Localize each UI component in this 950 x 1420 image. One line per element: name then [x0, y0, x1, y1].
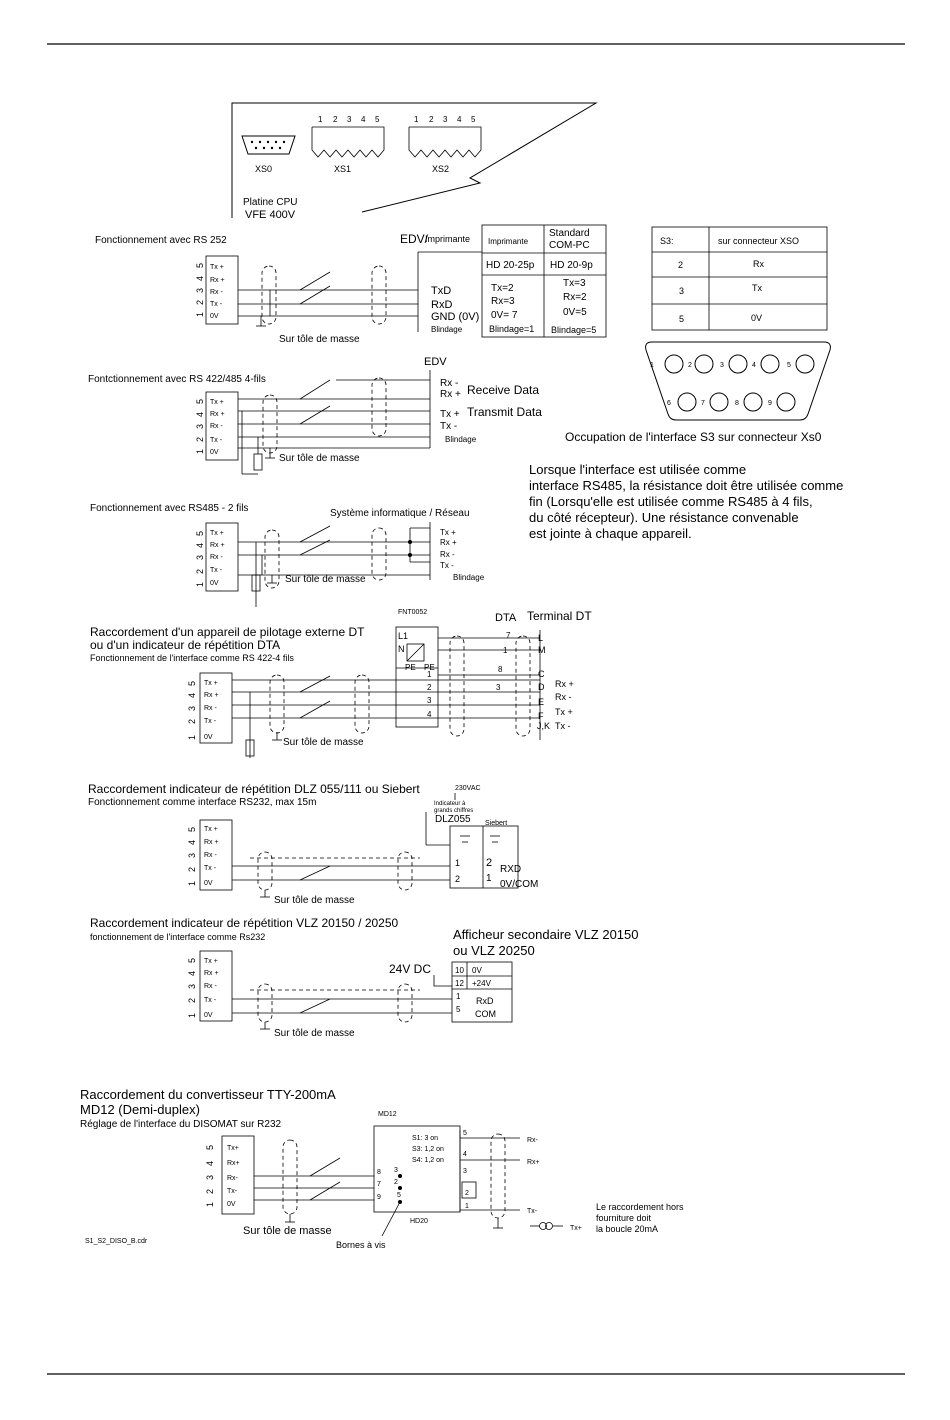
db9-pin: 7	[701, 400, 705, 407]
md12-subtitle: Réglage de l'interface du DISOMAT sur R232	[80, 1119, 282, 1130]
cpu-board	[232, 103, 596, 221]
dt-letter: C	[538, 669, 545, 679]
xs2-pin-2: 2	[429, 115, 434, 124]
rs422-title: Fontctionnement avec RS 422/485 4-fils	[88, 374, 266, 385]
w: Blindage	[445, 435, 477, 444]
term-txm: Tx -	[210, 437, 223, 444]
term: Rx -	[204, 983, 217, 990]
note-line: Lorsque l'interface est utilisée comme	[529, 462, 747, 477]
dt-letter: E	[538, 697, 545, 707]
term: Rx -	[204, 852, 217, 859]
term: Tx -	[204, 997, 217, 1004]
term: 0V	[210, 580, 219, 587]
md12-note: la boucle 20mA	[596, 1224, 659, 1234]
tnum: 5	[195, 530, 205, 536]
term: Tx -	[204, 718, 217, 725]
tnum: 2	[195, 299, 205, 305]
md12-switch: S1: 3 on	[412, 1135, 439, 1142]
vfe-label: VFE 400V	[245, 209, 296, 221]
rs252-title: Fonctionnement avec RS 252	[95, 235, 227, 246]
dt-rn: 3	[496, 683, 501, 692]
file-label: S1_S2_DISO_B.cdr	[85, 1238, 148, 1245]
xs1-pin-4: 4	[361, 115, 366, 124]
w: Rx +	[440, 538, 457, 547]
w: Blindage	[453, 573, 485, 582]
tbl-c2: 0V=5	[563, 307, 587, 318]
term: Rx +	[204, 970, 219, 977]
dt-letter: L	[538, 633, 544, 643]
term: Tx +	[204, 958, 218, 965]
term: Rx -	[210, 554, 223, 561]
edv-imprimante: Imprimante	[425, 234, 471, 244]
md12-pin: 8	[377, 1169, 381, 1176]
bornes-label: Bornes à vis	[336, 1240, 386, 1250]
term-rxp: Rx +	[210, 277, 225, 284]
tnum: 4	[195, 411, 205, 417]
xs2-label: XS2	[432, 164, 450, 174]
box-l1: L1	[398, 631, 409, 641]
term: Tx +	[204, 826, 218, 833]
xs0-label: XS0	[255, 164, 273, 174]
term-rxp: Rx +	[210, 411, 225, 418]
box-pe: PE	[424, 663, 435, 672]
tbl-c2: Tx=3	[563, 278, 586, 289]
s3-sig: Rx	[753, 259, 764, 269]
md12-pin: 7	[377, 1181, 381, 1188]
db9-pin: 4	[752, 362, 756, 369]
s3-sig: 0V	[751, 313, 763, 323]
tnum: 3	[195, 423, 205, 429]
tnum: 3	[195, 554, 205, 560]
ind-label: grands chiffres	[434, 808, 474, 814]
s3-section	[565, 227, 830, 444]
dt-letter: J,K	[537, 721, 551, 731]
s3-pin: 5	[679, 314, 685, 324]
tnum: 2	[187, 718, 197, 724]
md12-switch: S3: 1,2 on	[412, 1146, 444, 1153]
hd20-label: HD20	[410, 1218, 428, 1225]
md12-pin: 5	[397, 1192, 401, 1199]
term: Tx -	[204, 865, 217, 872]
s3-h1: S3:	[660, 236, 674, 246]
receive-label: Receive Data	[467, 383, 540, 397]
db9-pin: 2	[688, 362, 692, 369]
masse-label: Sur tôle de masse	[243, 1225, 332, 1237]
masse-label: Sur tôle de masse	[274, 1028, 355, 1039]
xs2-pin-1: 1	[414, 115, 419, 124]
vac-label: 230VAC	[455, 785, 481, 792]
masse-label: Sur tôle de masse	[279, 334, 360, 345]
md12-pin: 2	[394, 1179, 398, 1186]
dt-sig: Rx -	[555, 692, 572, 702]
md12-pin: 3	[394, 1167, 398, 1174]
wire-rxd: RxD	[431, 299, 453, 311]
xs2-pin-4: 4	[457, 115, 462, 124]
md12-title: Raccordement du convertisseur TTY-200mA	[80, 1087, 336, 1102]
dt-letter: M	[538, 645, 546, 655]
w: Rx -	[440, 378, 459, 389]
term: Tx +	[204, 680, 218, 687]
dlz-subtitle: Fonctionnement comme interface RS232, max 15m	[88, 797, 317, 808]
note-line: fin (Lorsqu'elle est utilisée comme RS485 à 4 fils,	[529, 494, 813, 509]
md12-rpin: 2	[465, 1190, 469, 1197]
tnum: 3	[187, 852, 197, 858]
md12-note: Le raccordement hors	[596, 1202, 684, 1212]
tbl-h2b: COM-PC	[549, 240, 590, 251]
wire-gnd: GND (0V)	[431, 311, 480, 323]
tbl-r1a: HD 20-25p	[486, 260, 535, 271]
term-txm: Tx -	[210, 301, 223, 308]
db9-pin: 8	[735, 400, 739, 407]
note-line: est jointe à chaque appareil.	[529, 526, 692, 541]
note-line: interface RS485, la résistance doit être utilisée comme	[529, 478, 844, 493]
tnum: 4	[187, 692, 197, 698]
dt-subtitle: Fonctionnement de l'interface comme RS 422-4 fils	[90, 653, 294, 663]
tnum: 1	[187, 880, 197, 886]
dlz-title: Raccordement indicateur de répétition DLZ 055/111 ou Siebert	[88, 782, 420, 796]
term: 0V	[204, 1012, 213, 1019]
dt-sig: Tx +	[555, 707, 573, 717]
tbl-c1: 0V= 7	[491, 310, 518, 321]
aff-label: ou VLZ 20250	[453, 943, 535, 958]
dlz-section	[88, 782, 538, 906]
term-txp: Tx +	[210, 399, 224, 406]
md12-txp: Tx+	[570, 1225, 582, 1232]
dt-rn: 1	[503, 646, 508, 655]
s3-sig: Tx	[752, 283, 762, 293]
dlz-num: 1	[486, 873, 492, 884]
dt-title: ou d'un indicateur de répétition DTA	[90, 638, 281, 652]
tnum: 3	[187, 705, 197, 711]
term: Rx+	[227, 1160, 240, 1167]
dt-num: 3	[427, 696, 432, 705]
md12-label: MD12	[378, 1111, 397, 1118]
db9-pin: 1	[650, 362, 654, 369]
vlz-sig: 0V	[472, 966, 482, 975]
tbl-r1b: HD 20-9p	[550, 260, 593, 271]
dlz-num: 2	[455, 874, 461, 884]
md12-rxp: Rx+	[527, 1159, 540, 1166]
s3-h2: sur connecteur XSO	[718, 236, 800, 246]
xs1-pin-1: 1	[318, 115, 323, 124]
w: Tx +	[440, 409, 460, 420]
dlz-label: DLZ055	[435, 814, 471, 825]
tbl-c1: Rx=3	[491, 296, 515, 307]
tbl-c1: Tx=2	[491, 283, 514, 294]
tnum: 4	[187, 839, 197, 845]
xs1-connector-icon	[312, 127, 384, 157]
md12-rpin: 3	[463, 1168, 467, 1175]
rxd-label: RXD	[500, 864, 522, 875]
tnum: 5	[187, 826, 197, 832]
dt-sig: Tx -	[555, 721, 571, 731]
tnum: 2	[187, 866, 197, 872]
db9-pin: 6	[667, 400, 671, 407]
tnum: 2	[195, 436, 205, 442]
rs485-section	[90, 503, 485, 607]
md12-pin: 9	[377, 1194, 381, 1201]
md12-section	[80, 1087, 684, 1250]
vlz-num: 12	[455, 979, 464, 988]
transmit-label: Transmit Data	[467, 405, 542, 419]
md12-rpin: 1	[465, 1203, 469, 1210]
md12-note: fourniture doit	[596, 1213, 652, 1223]
tnum: 2	[187, 997, 197, 1003]
tnum: 4	[205, 1160, 215, 1166]
xs1-label: XS1	[334, 164, 352, 174]
xs2-pin-3: 3	[443, 115, 448, 124]
dt-num: 1	[427, 670, 432, 679]
rs485-title: Fonctionnement avec RS485 - 2 fils	[90, 503, 249, 514]
rs485-note	[529, 462, 843, 541]
sys-label: Système informatique / Réseau	[330, 508, 470, 519]
term: Tx -	[210, 567, 223, 574]
tnum: 4	[187, 970, 197, 976]
dt-num: 4	[427, 710, 432, 719]
xs1-pin-5: 5	[375, 115, 380, 124]
term: Rx +	[210, 542, 225, 549]
term-rxm: Rx -	[210, 289, 223, 296]
xs0-connector-icon	[242, 136, 295, 154]
edv-label: EDV	[424, 356, 447, 368]
tnum: 5	[195, 262, 205, 268]
tnum: 1	[195, 311, 205, 317]
dt-section	[90, 609, 592, 758]
tnum: 1	[195, 581, 205, 587]
term: Tx +	[210, 530, 224, 537]
tnum: 3	[205, 1174, 215, 1180]
md12-txm: Tx-	[527, 1208, 538, 1215]
w: Tx -	[440, 421, 458, 432]
xs1-pin-3: 3	[347, 115, 352, 124]
tnum: 5	[187, 957, 197, 963]
dlz-num: 1	[455, 858, 461, 868]
md12-title2: MD12 (Demi-duplex)	[80, 1102, 200, 1117]
xs2-pin-5: 5	[471, 115, 476, 124]
siebert-label: Siebert	[485, 820, 508, 827]
w: Tx -	[440, 561, 454, 570]
rxd-label: RxD	[476, 996, 494, 1006]
tnum: 1	[205, 1201, 215, 1207]
vlz-sig: +24V	[472, 979, 491, 988]
db9-connector-icon	[646, 342, 831, 420]
term-rxm: Rx -	[210, 423, 223, 430]
dta-label: DTA	[495, 612, 517, 624]
vlz-title: Raccordement indicateur de répétition VLZ 20150 / 20250	[90, 916, 399, 930]
term: Rx-	[227, 1175, 238, 1182]
wire-txd: TxD	[431, 285, 452, 297]
term: 0V	[204, 880, 213, 887]
term: Rx -	[204, 705, 217, 712]
com-label: COM	[475, 1009, 496, 1019]
edv-label: EDV/	[400, 232, 429, 246]
tnum: 3	[187, 983, 197, 989]
term: Tx-	[227, 1188, 238, 1195]
tnum: 3	[195, 287, 205, 293]
tnum: 4	[195, 542, 205, 548]
tnum: 1	[195, 448, 205, 454]
db9-pin: 3	[720, 362, 724, 369]
v24-label: 24V DC	[389, 962, 432, 976]
tnum: 4	[195, 275, 205, 281]
tnum: 2	[205, 1188, 215, 1194]
term-txp: Tx +	[210, 264, 224, 271]
xs2-connector-icon	[409, 127, 481, 157]
vlz-num: 1	[456, 992, 461, 1001]
masse-label: Sur tôle de masse	[285, 574, 366, 585]
w: Rx -	[440, 550, 455, 559]
xs1-pin-2: 2	[333, 115, 338, 124]
term: Rx +	[204, 692, 219, 699]
tbl-c2: Rx=2	[563, 292, 587, 303]
term: 0V	[204, 734, 213, 741]
dt-letter: D	[538, 682, 545, 692]
term-0v: 0V	[210, 449, 219, 456]
tbl-c2: Blindage=5	[551, 325, 597, 335]
note-line: du côté récepteur). Une résistance convenable	[529, 510, 799, 525]
md12-switch: S4: 1,2 on	[412, 1157, 444, 1164]
w: Tx +	[440, 528, 456, 537]
db9-pin: 9	[768, 400, 772, 407]
dt-title: Raccordement d'un appareil de pilotage externe DT	[90, 625, 365, 639]
vlz-num: 10	[455, 966, 464, 975]
term: Rx +	[204, 839, 219, 846]
md12-rxm: Rx-	[527, 1137, 538, 1144]
box-pe: PE	[405, 663, 416, 672]
masse-label: Sur tôle de masse	[274, 895, 355, 906]
s3-pin: 2	[678, 260, 684, 270]
dt-letter: F	[538, 711, 544, 721]
w: Rx +	[440, 389, 461, 400]
tnum: 1	[187, 734, 197, 740]
dt-rn: 8	[498, 665, 503, 674]
vlz-section	[90, 916, 639, 1039]
term: Tx+	[227, 1145, 239, 1152]
terminal-label: Terminal DT	[527, 609, 592, 623]
tnum: 2	[195, 568, 205, 574]
md12-rpin: 5	[463, 1130, 467, 1137]
db9-pin: 5	[787, 362, 791, 369]
rs422-section	[88, 356, 542, 474]
wire-blindage: Blindage	[431, 325, 463, 334]
tbl-h1: Imprimante	[488, 237, 529, 246]
fnt-label: FNT0052	[398, 609, 428, 616]
ind-label: Indicateur à	[434, 801, 466, 807]
tnum: 5	[205, 1144, 215, 1150]
platine-label: Platine CPU	[243, 197, 298, 208]
ov-label: 0V/COM	[500, 879, 539, 890]
md12-rpin: 4	[463, 1151, 467, 1158]
dt-sig: Rx +	[555, 679, 574, 689]
masse-label: Sur tôle de masse	[283, 737, 364, 748]
tnum: 5	[195, 398, 205, 404]
term: 0V	[227, 1201, 236, 1208]
s3-caption: Occupation de l'interface S3 sur connecteur Xs0	[565, 430, 822, 444]
masse-label: Sur tôle de masse	[279, 453, 360, 464]
tbl-h2a: Standard	[549, 228, 590, 239]
box-n: N	[398, 644, 405, 654]
tnum: 1	[187, 1012, 197, 1018]
vlz-subtitle: fonctionnement de l'interface comme Rs232	[90, 932, 266, 942]
dlz-num: 2	[486, 857, 493, 869]
term-0v: 0V	[210, 313, 219, 320]
aff-label: Afficheur secondaire VLZ 20150	[453, 927, 639, 942]
tbl-c1: Blindage=1	[489, 324, 535, 334]
s3-pin: 3	[679, 286, 685, 296]
dt-rn: 7	[506, 631, 511, 640]
dt-num: 2	[427, 683, 432, 692]
tnum: 5	[187, 680, 197, 686]
rs252-section	[95, 225, 606, 345]
vlz-num: 5	[456, 1005, 461, 1014]
